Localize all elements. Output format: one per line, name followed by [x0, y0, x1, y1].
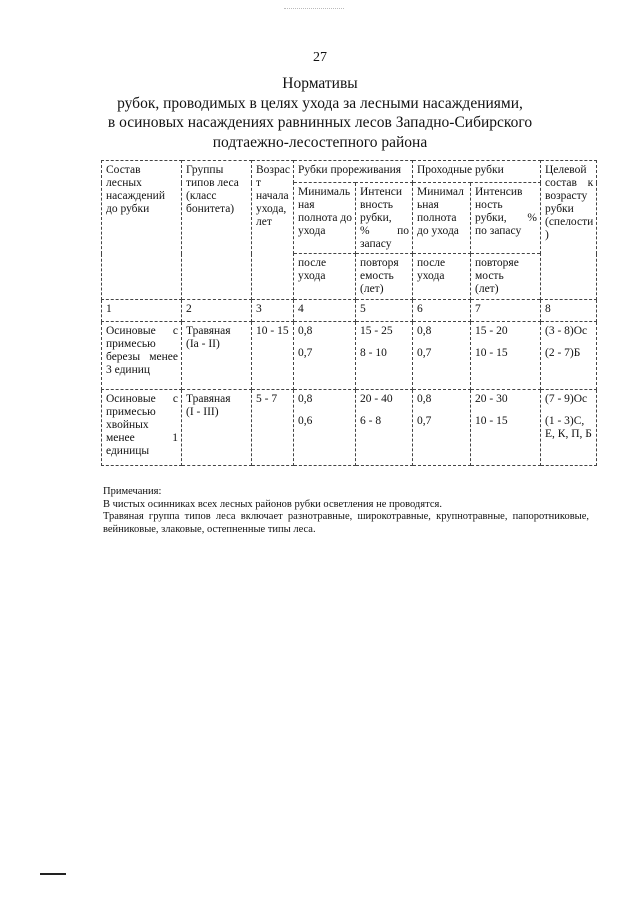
header-age: Возрас т начала ухода, лет: [252, 161, 294, 300]
notes-block: [103, 486, 589, 536]
title-line-3: в осиновых насаждениях равнинных лесов Западно-Сибирского: [107, 114, 533, 131]
table-row: [102, 322, 597, 390]
column-number: 1: [102, 300, 182, 322]
column-number-row: [102, 300, 597, 322]
title-line-2: рубок, проводимых в целях ухода за лесными насаждениями,: [117, 94, 523, 112]
row-min-density-passage: 0,8 0,7: [413, 390, 471, 466]
row-target: (3 - 8)Ос (2 - 7)Б: [541, 322, 597, 390]
row-forest-type: Травяная (I - III): [182, 390, 252, 466]
header-min-density: Минималь ная полнота до ухода: [294, 183, 356, 254]
column-number: 6: [413, 300, 471, 322]
notes-heading: Примечания:: [103, 486, 162, 497]
title-line-1: Нормативы: [282, 75, 358, 92]
row-min-density: 0,8 0,7: [294, 322, 356, 390]
row-composition: Осиновые с примесью березы менее 3 единиц: [102, 322, 182, 390]
header-passage: Проходные рубки: [413, 161, 541, 183]
title-line-4: подтаежно-лесостепного района: [212, 133, 428, 151]
table-row: [102, 390, 597, 466]
header-repeatability-passage: повторяе мость (лет): [471, 254, 541, 300]
row-forest-type: Травяная (Ia - II): [182, 322, 252, 390]
column-number: 8: [541, 300, 597, 322]
column-number: 7: [471, 300, 541, 322]
header-thinning: Рубки прореживания: [294, 161, 413, 183]
top-scan-mark: [284, 8, 344, 11]
header-row-1: [102, 161, 597, 183]
header-after-care: после ухода: [294, 254, 356, 300]
document-title: [0, 74, 640, 152]
header-intensity-thinning: Интенси вность рубки, % по запасу: [356, 183, 413, 254]
header-forest-type: Группы типов леса (класс бонитета): [182, 161, 252, 300]
row-intensity-passage: 15 - 20 10 - 15: [471, 322, 541, 390]
note-line-1: В чистых осинниках всех лесных районов рубки осветления не проводятся.: [103, 498, 442, 510]
row-composition: Осиновые с примесью хвойных менее 1 единицы: [102, 390, 182, 466]
row-age: 5 - 7: [252, 390, 294, 466]
row-intensity: 20 - 40 6 - 8: [356, 390, 413, 466]
column-number: 5: [356, 300, 413, 322]
row-target: (7 - 9)Ос (1 - 3)С, Е, К, П, Б: [541, 390, 597, 466]
footer-rule: [40, 873, 66, 875]
norms-table-wrapper: [101, 160, 597, 466]
column-number: 2: [182, 300, 252, 322]
header-target: Целевой состав к возрасту рубки (спелости ): [541, 161, 597, 300]
column-number: 4: [294, 300, 356, 322]
row-intensity: 15 - 25 8 - 10: [356, 322, 413, 390]
note-line-2: Травяная группа типов леса включает разнотравные, широкотравные, крупнотравные, папоротниковые, вейниковые, злаковые, остепненные типы леса.: [103, 511, 589, 535]
header-intensity-passage: Интенсив ность рубки, % по запасу: [471, 183, 541, 254]
norms-table: [101, 160, 597, 466]
page-number: 27: [313, 50, 327, 65]
header-repeatability-thinning: повторя емость (лет): [356, 254, 413, 300]
row-min-density: 0,8 0,6: [294, 390, 356, 466]
header-min-density-passage: Минимал ьная полнота до ухода: [413, 183, 471, 254]
header-after-care-passage: после ухода: [413, 254, 471, 300]
row-age: 10 - 15: [252, 322, 294, 390]
row-min-density-passage: 0,8 0,7: [413, 322, 471, 390]
header-composition: Состав лесных насаждений до рубки: [102, 161, 182, 300]
column-number: 3: [252, 300, 294, 322]
row-intensity-passage: 20 - 30 10 - 15: [471, 390, 541, 466]
